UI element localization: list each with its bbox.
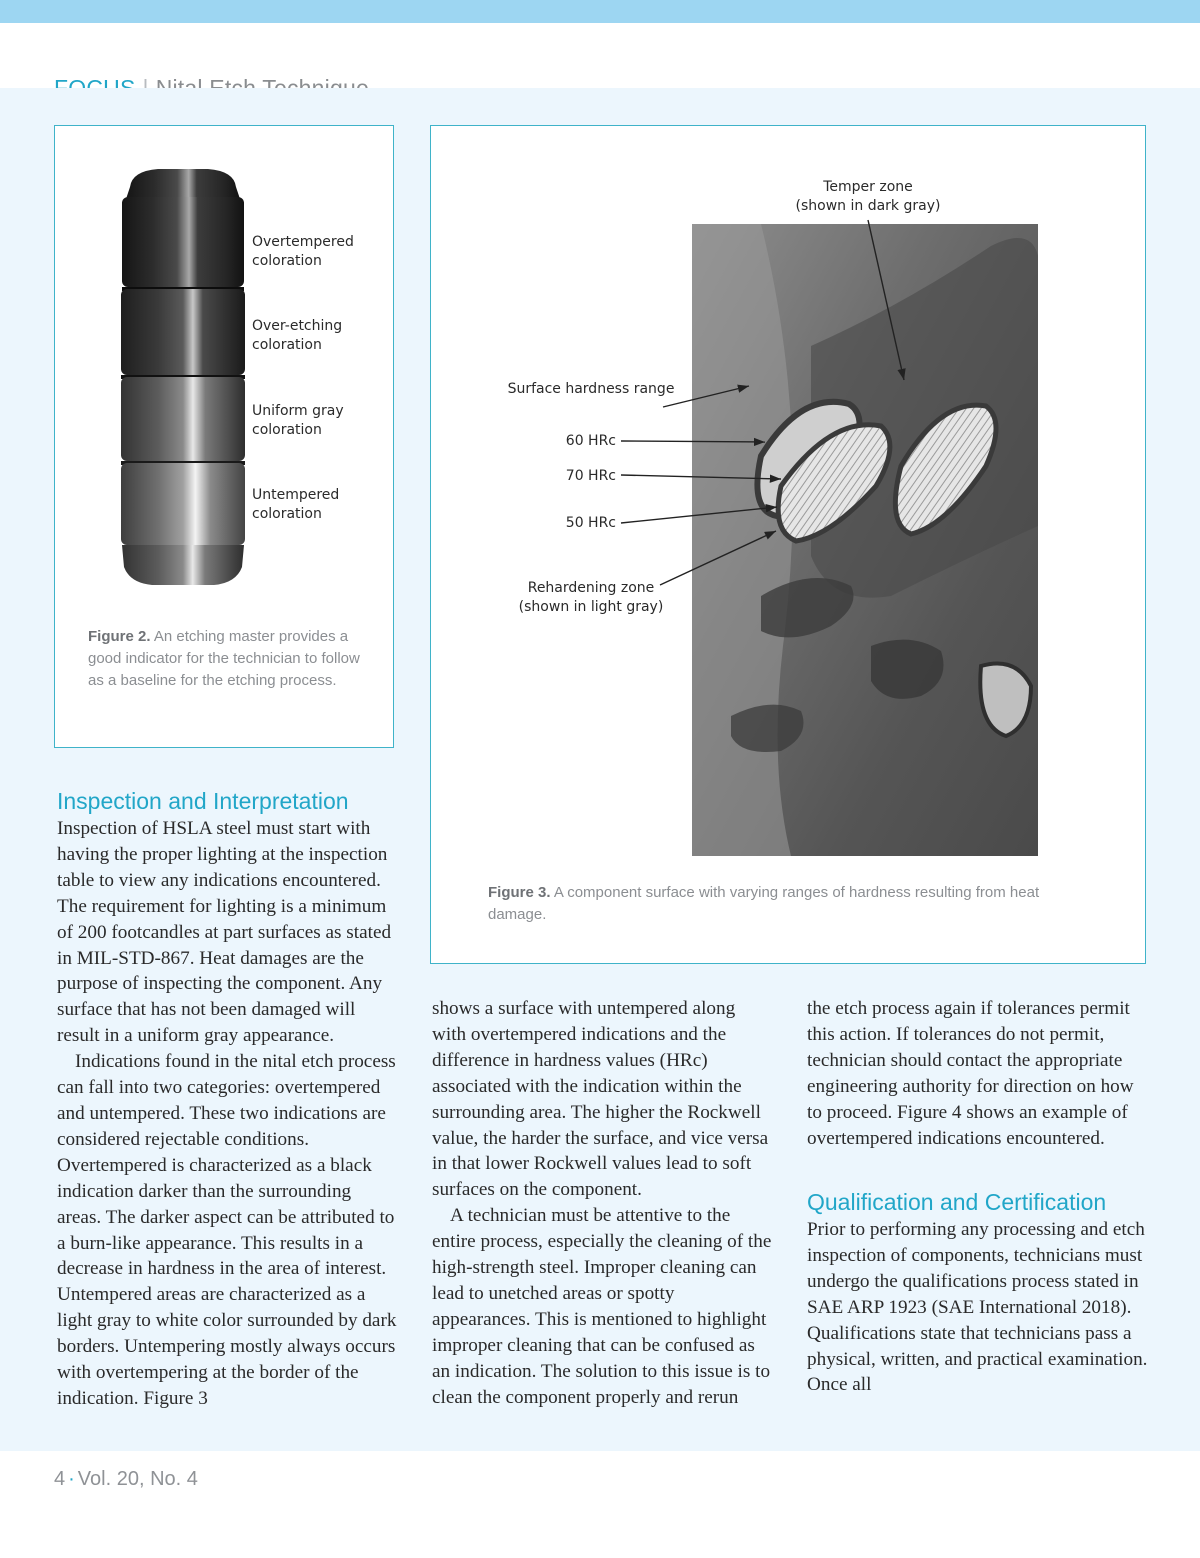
rehardening-label-line2: (shown in light gray)	[518, 599, 664, 615]
issue-label: Vol. 20, No. 4	[77, 1468, 198, 1490]
temper-zone-label-line2: (shown in dark gray)	[795, 198, 941, 214]
hrc-70-label: 70 HRc	[565, 468, 616, 484]
left-column-text	[57, 816, 399, 1412]
etching-master-photo	[118, 169, 248, 589]
middle-paragraph-2: A technician must be attentive to the entire process, especially the cleaning of the high-strength steel. Improper cleaning can lead to unetched areas or spotty appearances. This is mentioned to highlight improper cleaning that can be confused as an indication. The solution to this issue is to clean the component properly and rerun	[432, 1205, 772, 1408]
middle-column-text	[432, 996, 774, 1411]
over-etching-label: Over-etching coloration	[252, 318, 343, 353]
figure-3-illustration	[431, 126, 1147, 886]
component-surface-photo	[692, 224, 1038, 856]
figure-2	[54, 125, 394, 748]
figure-3-caption-text: A component surface with varying ranges of hardness resulting from heat damage.	[488, 884, 1040, 923]
footer-separator: ·	[68, 1468, 75, 1490]
page-number: 4	[54, 1468, 66, 1490]
inspection-paragraph-2: Indications found in the nital etch process can fall into two categories: overtempered and untempered. These two indications are considered rejectable conditions. Overtempered is characterized as a black indication darker than the surrounding areas. The darker aspect can be attributed to a burn-like appearance. This results in a decrease in hardness in the area of interest. Untempered areas are characterized as a light gray to white color surrounded by dark borders. Untempering mostly always occurs with overtempering at the border of the indication. Figure 3	[57, 1051, 397, 1409]
top-color-band	[0, 0, 1200, 23]
figure-3-caption-label: Figure 3.	[488, 884, 551, 901]
qualification-text	[807, 1217, 1152, 1398]
qualification-heading: Qualification and Certification	[807, 1189, 1107, 1215]
inspection-heading: Inspection and Interpretation	[57, 788, 349, 814]
figure-3-caption	[488, 882, 1088, 926]
uniform-gray-label: Uniform gray coloration	[252, 403, 344, 438]
page-footer	[54, 1468, 198, 1491]
inspection-paragraph-1: Inspection of HSLA steel must start with having the proper lighting at the inspection table to view any indications encountered. The requirement for lighting is a minimum of 200 footcandles at part surfaces as stated in MIL-STD-867. Heat damages are the purpose of inspecting the component. Any surface that has not been damaged will result in a uniform gray appearance.	[57, 818, 392, 1047]
figure-2-caption-label: Figure 2.	[88, 628, 151, 645]
overtempered-label: Overtempered coloration	[252, 234, 354, 269]
surface-hardness-label: Surface hardness range	[507, 381, 675, 397]
hrc-50-label: 50 HRc	[565, 515, 616, 531]
figure-2-caption-text: An etching master provides a good indicator for the technician to follow as a baseline for the etching process.	[88, 628, 360, 689]
middle-paragraph-1: shows a surface with untempered along with overtempered indications and the difference in hardness values (HRc) associated with the indication within the surrounding area. The higher the Rockwell value, the harder the surface, and vice versa in that lower Rockwell values lead to soft surfaces on the component.	[432, 998, 769, 1201]
hrc-60-label: 60 HRc	[565, 433, 616, 449]
qualification-paragraph-1: Prior to performing any processing and etch inspection of components, technicians must undergo the qualifications process stated in SAE ARP 1923 (SAE International 2018). Qualifications state that technicians pass a physical, written, and practical examination. Once all	[807, 1219, 1148, 1396]
rehardening-label-line1: Rehardening zone	[527, 580, 655, 596]
temper-zone-label-line1: Temper zone	[823, 179, 913, 195]
figure-3	[430, 125, 1146, 964]
right-column-text	[807, 996, 1149, 1151]
page-header	[0, 23, 1200, 88]
right-paragraph-1: the etch process again if tolerances permit this action. If tolerances do not permit, technician should contact the appropriate engineering authority for direction on how to proceed. Figure 4 shows an example of overtempered indications encountered.	[807, 998, 1134, 1149]
untempered-label: Untempered coloration	[252, 487, 340, 522]
figure-2-caption	[88, 626, 368, 692]
